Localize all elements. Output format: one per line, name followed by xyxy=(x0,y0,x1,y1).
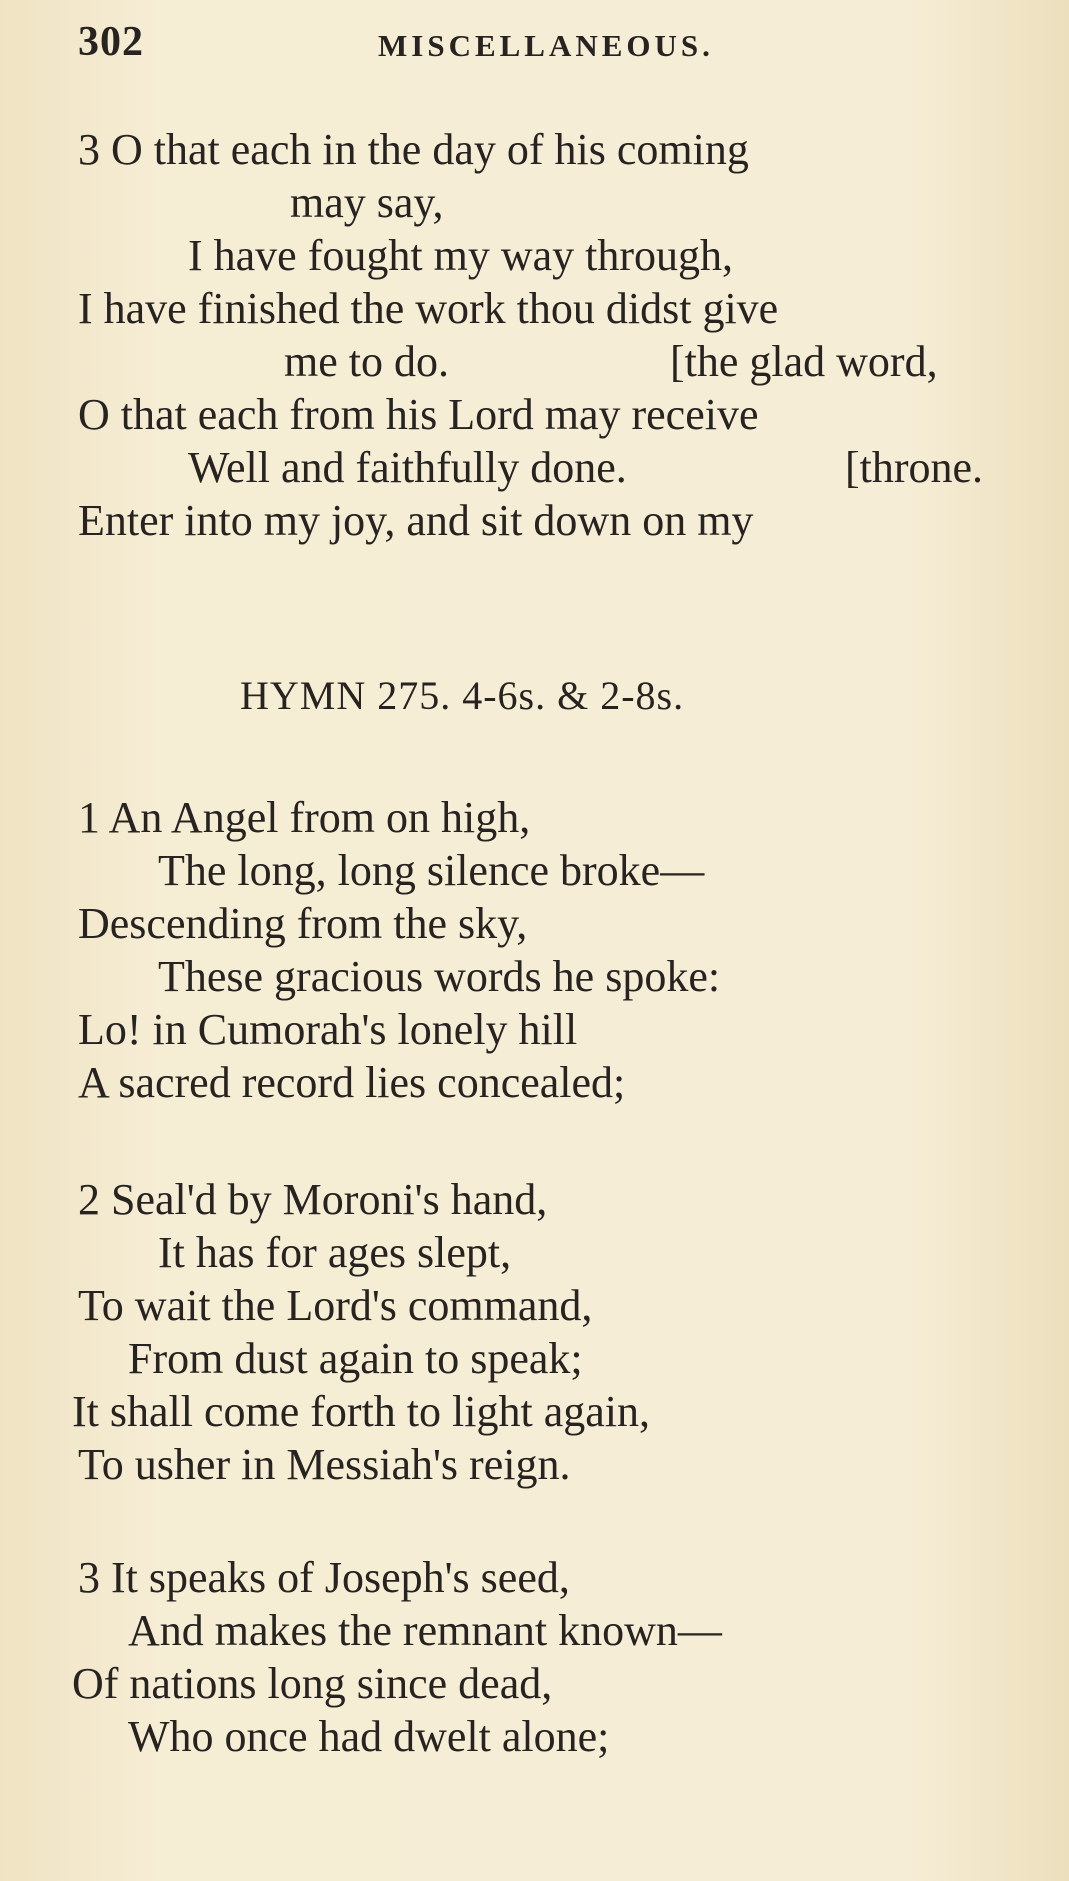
verse-line: Who once had dwelt alone; xyxy=(128,1712,610,1761)
verse-line: I have finished the work thou didst give xyxy=(78,284,779,333)
hymn-heading: HYMN 275. 4-6s. & 2-8s. xyxy=(240,673,685,718)
verse-line: And makes the remnant known— xyxy=(128,1606,722,1655)
verse-line: may say, xyxy=(290,178,444,227)
verse-line: It shall come forth to light again, xyxy=(72,1387,650,1436)
page-number: 302 xyxy=(78,19,144,65)
verse-line-carryover: [the glad word, xyxy=(670,337,938,386)
verse-line: It has for ages slept, xyxy=(158,1228,512,1277)
verse-line: me to do. xyxy=(284,337,449,386)
verse-line: To usher in Messiah's reign. xyxy=(78,1440,571,1489)
verse-line: Of nations long since dead, xyxy=(72,1659,553,1708)
verse-line: Lo! in Cumorah's lonely hill xyxy=(78,1005,578,1054)
verse-line: These gracious words he spoke: xyxy=(158,952,721,1001)
verse-line: A sacred record lies concealed; xyxy=(78,1058,626,1107)
verse-line: I have fought my way through, xyxy=(188,231,733,280)
verse-line: 3 O that each in the day of his coming xyxy=(78,125,749,174)
verse-line: Well and faithfully done. xyxy=(188,443,627,492)
verse-line: Descending from the sky, xyxy=(78,899,528,948)
verse-line: 1 An Angel from on high, xyxy=(78,793,531,842)
verse-line: 2 Seal'd by Moroni's hand, xyxy=(78,1175,548,1224)
verse-line: Enter into my joy, and sit down on my xyxy=(78,496,754,545)
page-header xyxy=(78,18,998,78)
verse-line: The long, long silence broke— xyxy=(158,846,705,895)
verse-line: From dust again to speak; xyxy=(128,1334,583,1383)
verse-line: 3 It speaks of Joseph's seed, xyxy=(78,1553,570,1602)
running-head: MISCELLANEOUS. xyxy=(378,28,714,63)
verse-line-carryover: [throne. xyxy=(845,443,984,492)
verse-line: O that each from his Lord may receive xyxy=(78,390,759,439)
verse-line: To wait the Lord's command, xyxy=(78,1281,593,1330)
